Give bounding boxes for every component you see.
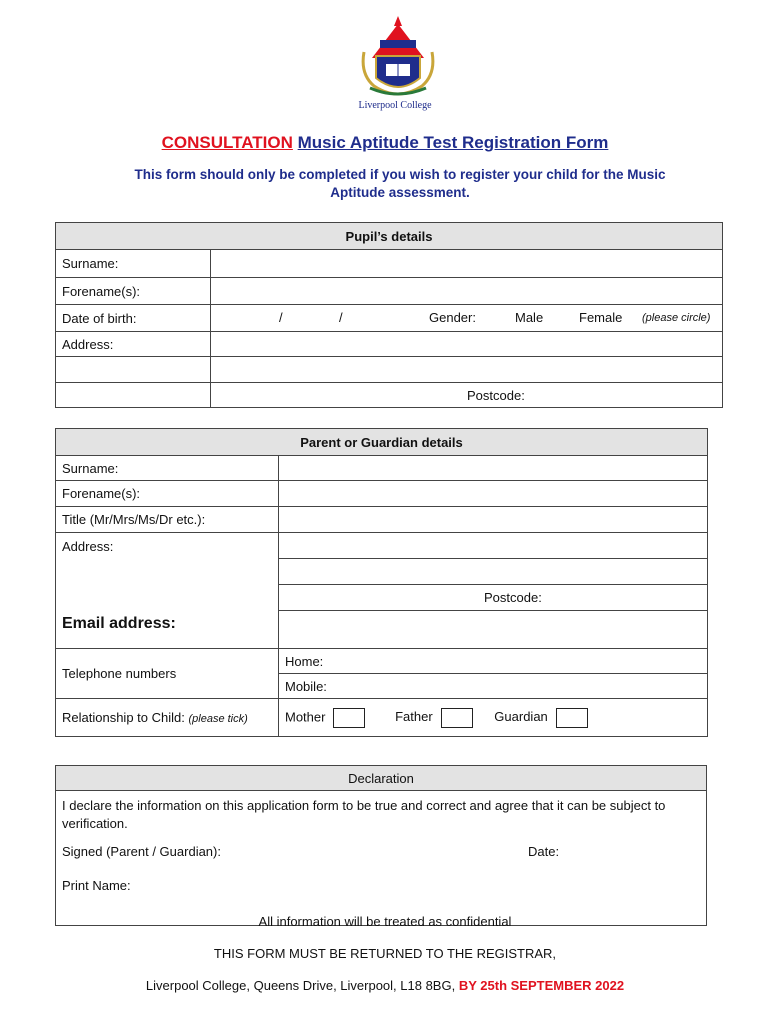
pupil-postcode-label[interactable]: Postcode: — [211, 383, 723, 408]
deadline: BY 25th SEPTEMBER 2022 — [458, 978, 625, 993]
relationship-label-text: Relationship to Child: — [62, 710, 185, 725]
parent-details-table — [55, 428, 708, 737]
father-checkbox[interactable] — [441, 708, 473, 728]
pupil-postcode-blank — [56, 383, 211, 408]
declaration-body — [56, 791, 707, 926]
parent-title-field[interactable] — [279, 507, 708, 533]
parent-address-field-2[interactable] — [279, 559, 708, 585]
dob-slash-2: / — [339, 310, 343, 325]
pupil-surname-field[interactable] — [211, 250, 723, 278]
mother-checkbox[interactable] — [333, 708, 365, 728]
subtitle — [90, 166, 710, 202]
college-address: Liverpool College, Queens Drive, Liverpool, L18 8BG, — [145, 978, 456, 993]
pupil-heading: Pupil’s details — [56, 223, 723, 250]
confidential-note: All information will be treated as confidential — [258, 914, 512, 929]
pupil-forenames-field[interactable] — [211, 278, 723, 305]
email-label — [56, 611, 279, 649]
guardian-checkbox[interactable] — [556, 708, 588, 728]
please-circle-note: (please circle) — [642, 312, 711, 324]
gender-label: Gender: — [429, 310, 476, 325]
pupil-forenames-label: Forename(s): — [56, 278, 211, 305]
parent-forenames-field[interactable] — [279, 481, 708, 507]
signed-label[interactable]: Signed (Parent / Guardian): — [62, 844, 221, 859]
pupil-address-field-2[interactable] — [211, 357, 723, 383]
return-address — [0, 978, 770, 993]
parent-title-label: Title (Mr/Mrs/Ms/Dr etc.): — [56, 507, 279, 533]
print-name-label[interactable]: Print Name: — [62, 878, 131, 893]
pupil-details-table — [55, 222, 723, 408]
declaration-text: I declare the information on this application form to be true and correct and agree that it can be subject to verification. — [62, 798, 666, 831]
telephone-label: Telephone numbers — [56, 649, 279, 699]
logo-caption: Liverpool College — [358, 100, 432, 111]
mother-label: Mother — [285, 708, 326, 724]
declaration-table — [55, 765, 707, 926]
pupil-address-label: Address: — [56, 332, 211, 357]
parent-heading: Parent or Guardian details — [56, 429, 708, 456]
email-label-text: Email address: — [62, 614, 176, 632]
title-form-name: Music Aptitude Test Registration Form — [297, 133, 609, 152]
home-phone-field[interactable]: Home: — [279, 649, 708, 674]
parent-address-label: Address: — [56, 533, 279, 611]
parent-postcode-label[interactable]: Postcode: — [279, 585, 708, 611]
title-consultation: CONSULTATION — [161, 133, 293, 152]
gender-female[interactable]: Female — [579, 310, 623, 325]
subtitle-line-1: This form should only be completed if you wish to register your child for the Music — [134, 167, 666, 182]
mobile-phone-field[interactable]: Mobile: — [279, 674, 708, 699]
guardian-label: Guardian — [494, 708, 548, 724]
pupil-address-field-1[interactable] — [211, 332, 723, 357]
parent-surname-field[interactable] — [279, 456, 708, 481]
relationship-options — [279, 699, 708, 737]
parent-forenames-label: Forename(s): — [56, 481, 279, 507]
pupil-dob-label: Date of birth: — [56, 305, 211, 332]
pupil-surname-label: Surname: — [56, 250, 211, 278]
please-tick-note: (please tick) — [188, 713, 248, 725]
dob-slash-1: / — [279, 310, 283, 325]
subtitle-line-2: Aptitude assessment. — [330, 185, 470, 200]
parent-address-field-1[interactable] — [279, 533, 708, 559]
email-field[interactable] — [279, 611, 708, 649]
date-label[interactable]: Date: — [528, 844, 560, 859]
pupil-dob-field[interactable] — [211, 305, 723, 332]
relationship-label — [56, 699, 279, 737]
gender-male[interactable]: Male — [515, 310, 544, 325]
parent-surname-label: Surname: — [56, 456, 279, 481]
pupil-address-blank — [56, 357, 211, 383]
declaration-heading: Declaration — [56, 766, 707, 791]
return-instruction: THIS FORM MUST BE RETURNED TO THE REGISTRAR, — [213, 946, 557, 961]
page-title — [0, 133, 770, 153]
father-label: Father — [395, 708, 433, 724]
